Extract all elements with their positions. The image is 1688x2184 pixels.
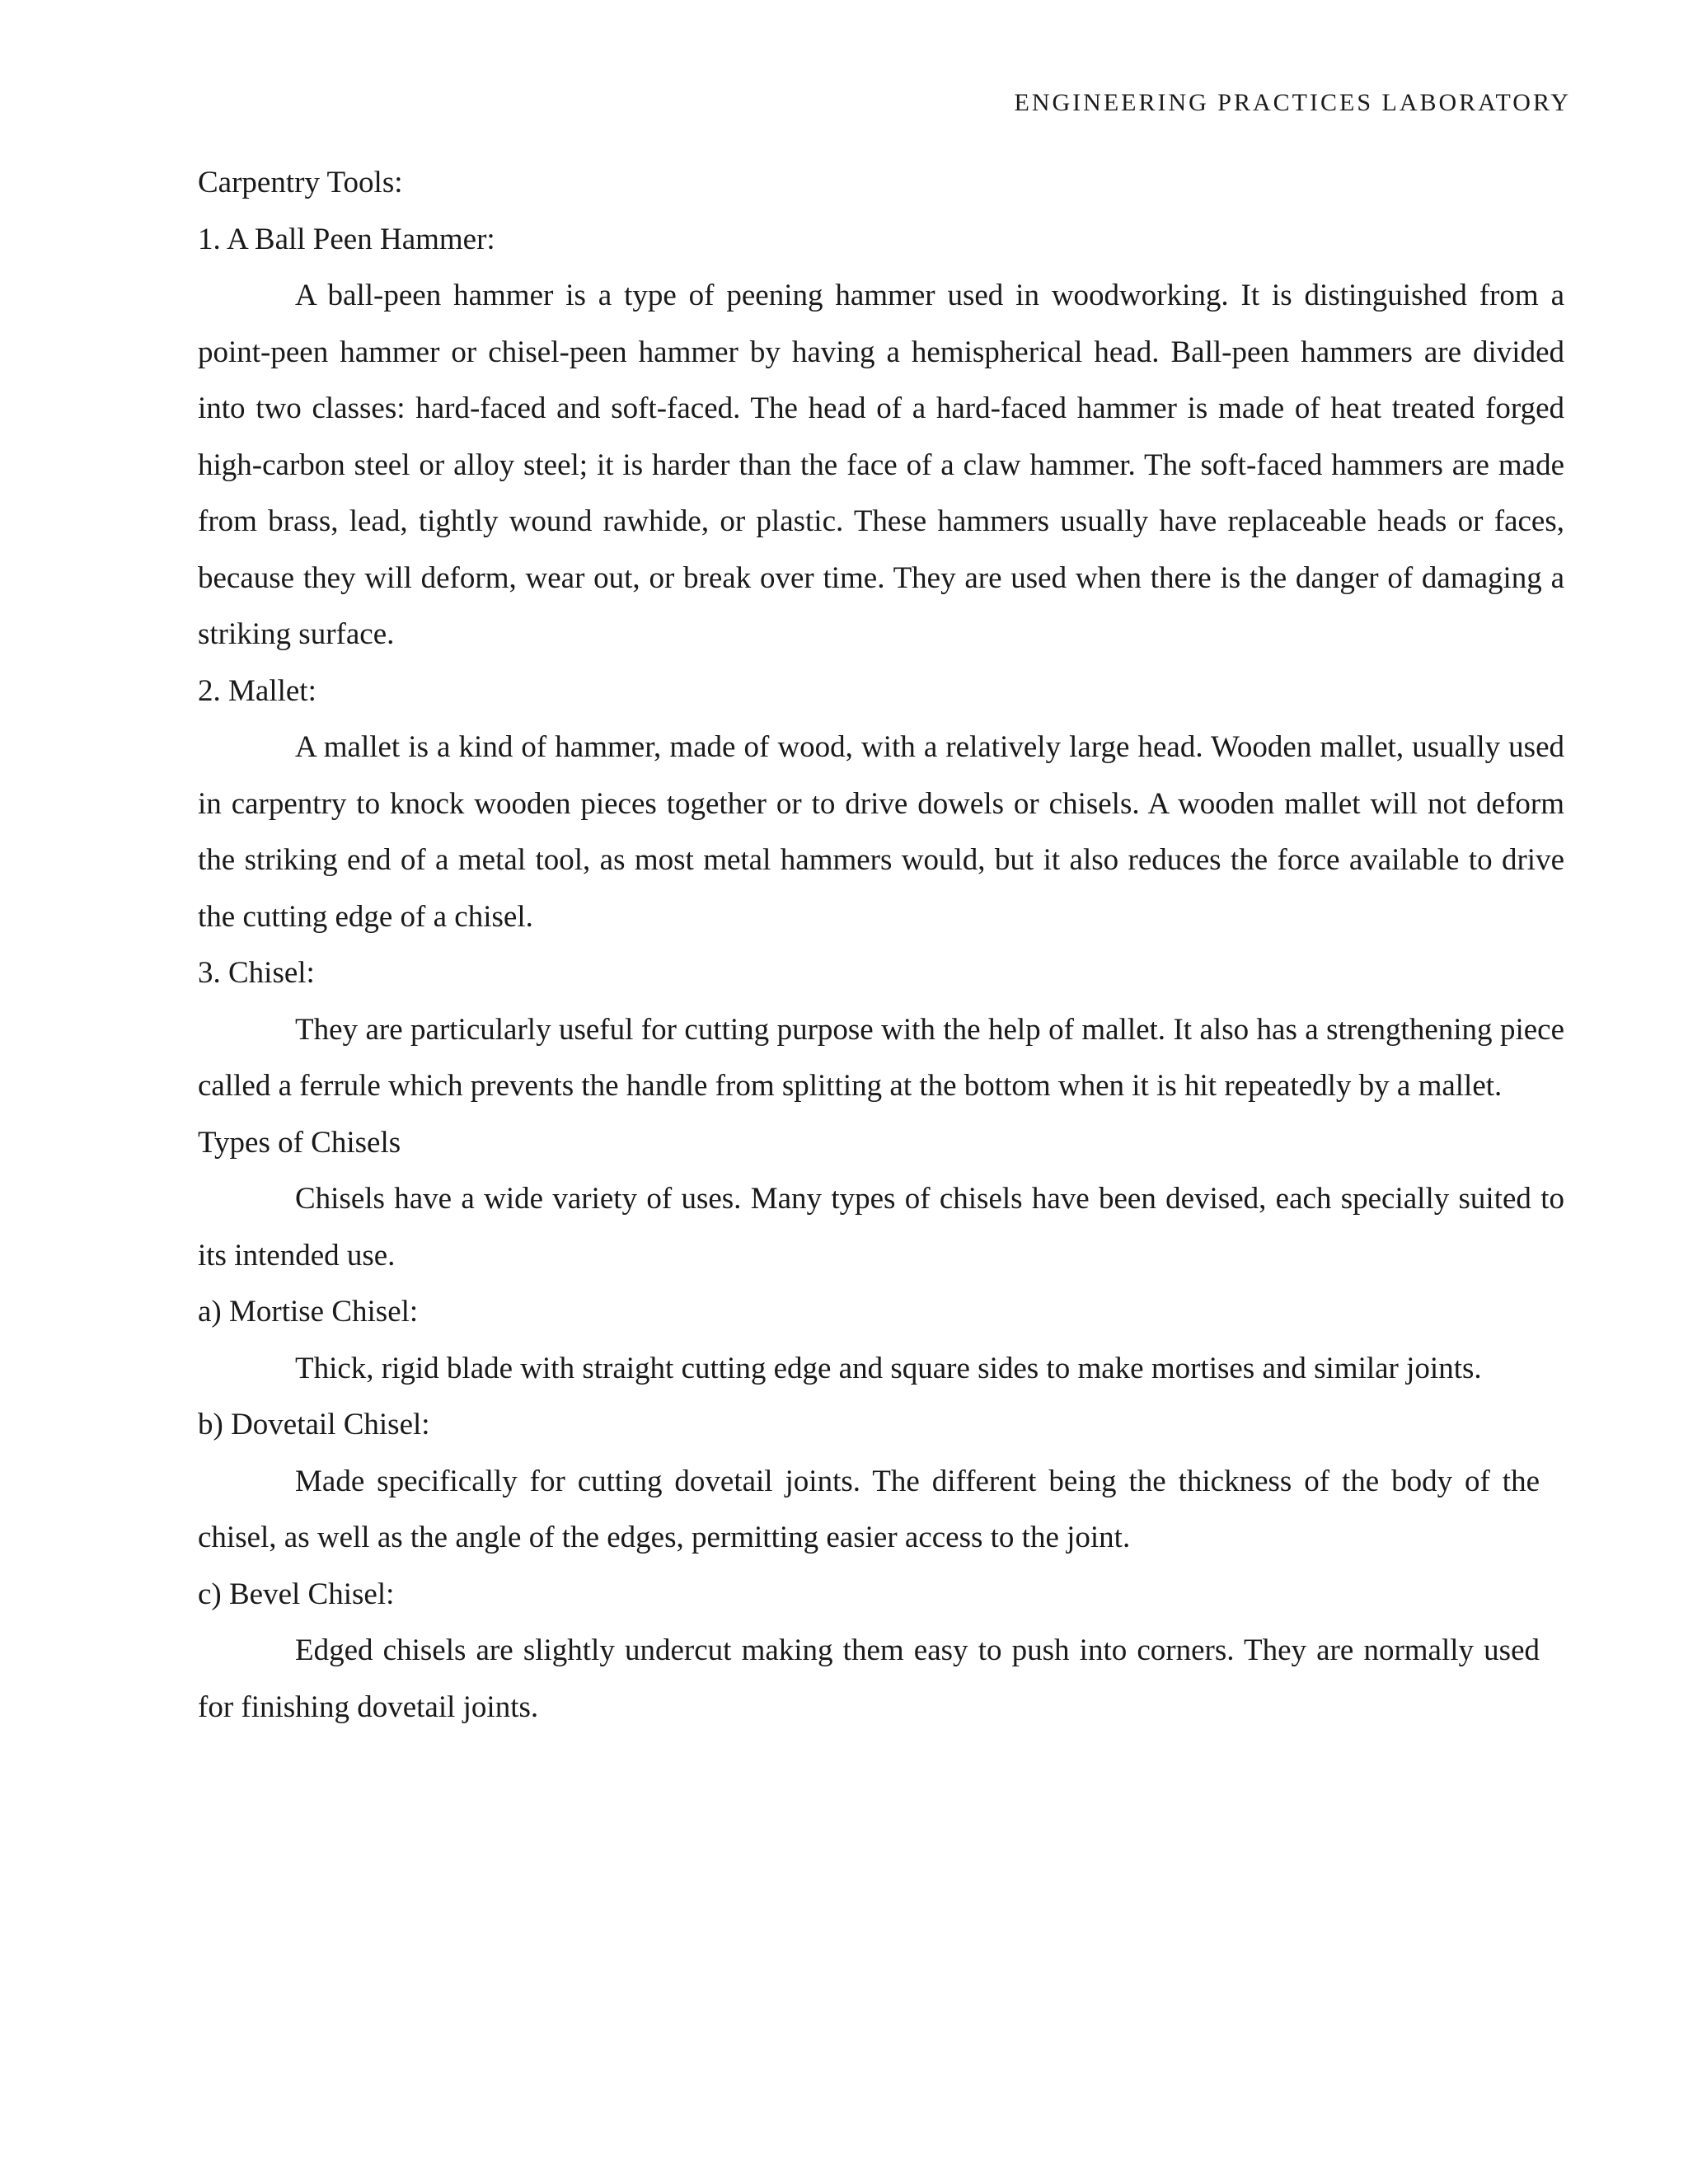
section-title: Carpentry Tools: (198, 166, 403, 199)
mortise-chisel-paragraph: Thick, rigid blade with straight cutting edge and square sides to make mortises and similar joints. (295, 1351, 1482, 1385)
running-header: ENGINEERING PRACTICES LABORATORY (1014, 89, 1571, 116)
dovetail-chisel-heading: b) Dovetail Chisel: (198, 1408, 430, 1441)
mortise-chisel-heading: a) Mortise Chisel: (198, 1295, 419, 1329)
ball-peen-hammer-paragraph: A ball-peen hammer is a type of peening hammer used in woodworking. It is distinguished from a point-peen hammer or chisel-peen hammer by having a hemispherical head. Ball-peen hammers are divided into two classes: hard-faced and soft-faced. The head of a hard-faced hammer is made of heat treated forged high-carbon steel or alloy steel; it is harder than the face of a claw hammer. The soft-faced hammers are made from brass, lead, tightly wound rawhide, or plastic. These hammers usually have replaceable heads or faces, because they will deform, wear out, or break over time. They are used when there is the danger of damaging a striking surface. (198, 279, 1564, 651)
chisel-heading: 3. Chisel: (198, 956, 315, 990)
bevel-chisel-paragraph: Edged chisels are slightly undercut making them easy to push into corners. They are normally used for finishing dovetail joints. (198, 1633, 1540, 1724)
dovetail-chisel-paragraph: Made specifically for cutting dovetail joints. The different being the thickness of the body of the chisel, as well as the angle of the edges, permitting easier access to the joint. (198, 1464, 1540, 1554)
types-of-chisels-paragraph: Chisels have a wide variety of uses. Many types of chisels have been devised, each specially suited to its intended use. (198, 1182, 1564, 1272)
types-of-chisels-heading: Types of Chisels (198, 1125, 401, 1160)
ball-peen-hammer-heading: 1. A Ball Peen Hammer: (198, 222, 495, 256)
bevel-chisel-heading: c) Bevel Chisel: (198, 1577, 395, 1611)
mallet-paragraph: A mallet is a kind of hammer, made of wood, with a relatively large head. Wooden mallet, usually used in carpentry to knock wooden pieces together or to drive dowels or chisels. A wooden mallet will not deform the striking end of a metal tool, as most metal hammers would, but it also reduces the force available to drive the cutting edge of a chisel. (198, 730, 1564, 934)
mallet-heading: 2. Mallet: (198, 673, 316, 708)
chisel-paragraph: They are particularly useful for cutting purpose with the help of mallet. It also has a strengthening piece called a ferrule which prevents the handle from splitting at the bottom when it is hit repeatedly by a mallet. (198, 1012, 1564, 1103)
document-body (198, 155, 1564, 1736)
